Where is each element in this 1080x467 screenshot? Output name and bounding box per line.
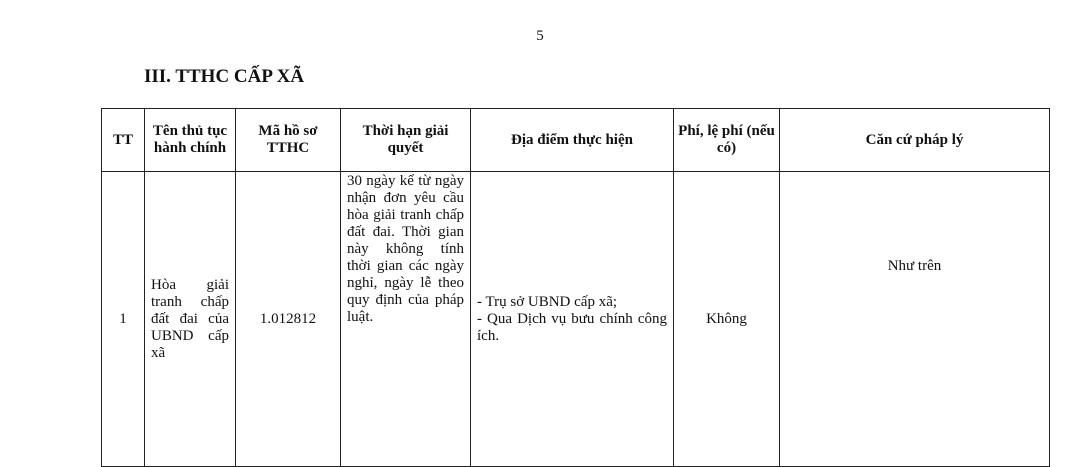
header-record-code: Mã hồ sơ TTHC (236, 109, 341, 172)
location-line-1: - Trụ sở UBND cấp xã; (477, 293, 618, 310)
page-number: 5 (536, 28, 544, 44)
cell-time-limit: 30 ngày kể từ ngày nhận đơn yêu cầu hòa giải tranh chấp đất đai. Thời gian này không tính thời gian các ngày nghỉ, ngày lễ theo quy định của pháp luật. (341, 172, 471, 467)
section-title: III. TTHC CẤP XÃ (144, 66, 305, 87)
table-header-row (102, 109, 1050, 172)
header-legal-basis: Căn cứ pháp lý (780, 109, 1050, 172)
table-row (102, 172, 1050, 467)
header-time-limit: Thời hạn giải quyết (341, 109, 471, 172)
procedures-table (101, 108, 1050, 467)
cell-record-code: 1.012812 (236, 172, 341, 467)
location-line-2: - Qua Dịch vụ bưu chính công ích. (477, 310, 667, 344)
cell-location (471, 172, 674, 467)
header-tt: TT (102, 109, 145, 172)
header-location: Địa điểm thực hiện (471, 109, 674, 172)
header-fees: Phí, lệ phí (nếu có) (674, 109, 780, 172)
cell-legal-basis: Như trên (780, 172, 1050, 467)
cell-fees: Không (674, 172, 780, 467)
cell-tt: 1 (102, 172, 145, 467)
cell-procedure-name: Hòa giải tranh chấp đất đai của UBND cấp xã (145, 172, 236, 467)
header-procedure-name: Tên thủ tục hành chính (145, 109, 236, 172)
